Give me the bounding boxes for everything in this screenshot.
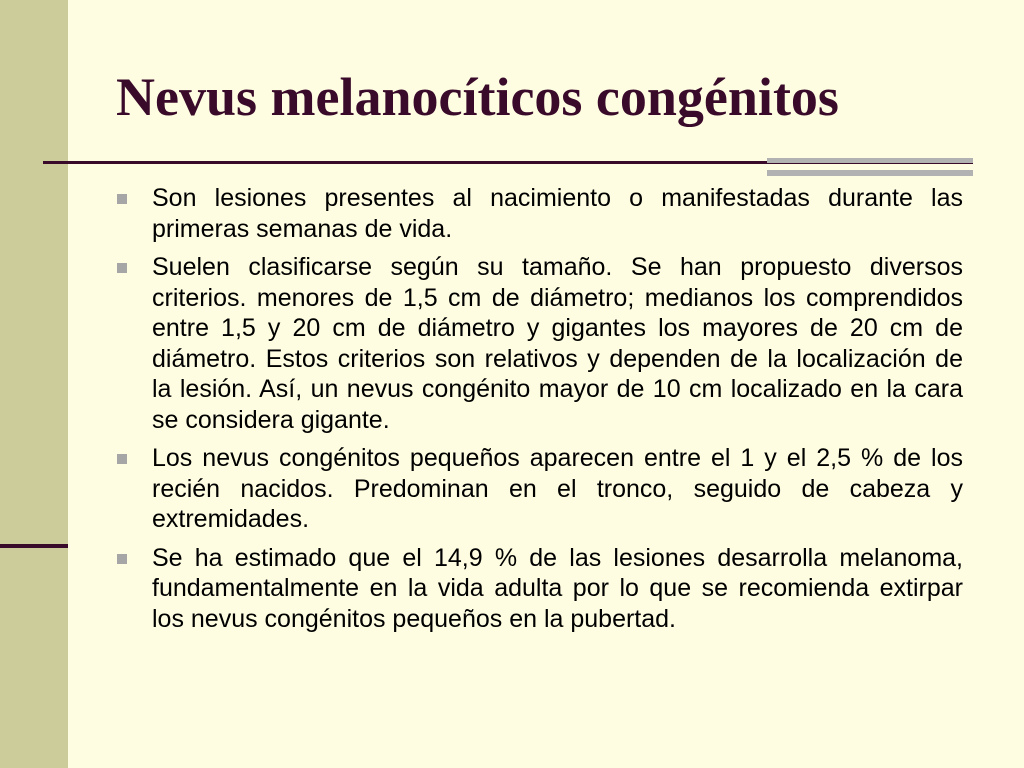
decorative-bar-bottom (767, 170, 973, 176)
decorative-bar-top (767, 158, 973, 163)
bullet-text: Se ha estimado que el 14,9 % de las lesiones desarrolla melanoma, fundamentalmente en la vida adulta por lo que se recomienda extirpar los nevus congénitos pequeños en la pubertad. (152, 543, 963, 633)
side-band (0, 0, 68, 768)
bullet-text: Son lesiones presentes al nacimiento o manifestadas durante las primeras semanas de vida. (152, 184, 963, 243)
bullet-text: Suelen clasificarse según su tamaño. Se han propuesto diversos criterios. menores de 1,5 cm de diámetro; medianos los comprendidos entre 1,5 y 20 cm de diámetro y gigantes los mayores de 20 cm de diámetro. Estos criterios son relativos y dependen de la localización de la lesión. Así, un nevus congénito mayor de 10 cm localizado en la cara se considera gigante. (152, 253, 963, 434)
bullet-square-icon (117, 454, 127, 464)
slide-title: Nevus melanocíticos congénitos (116, 67, 839, 127)
bullet-square-icon (117, 263, 127, 273)
bullet-item (116, 443, 963, 535)
bullet-item (116, 183, 963, 244)
bullet-item (116, 543, 963, 635)
bullet-list (116, 183, 963, 642)
bullet-text: Los nevus congénitos pequeños aparecen entre el 1 y el 2,5 % de los recién nacidos. Predominan en el tronco, seguido de cabeza y extremidades. (152, 444, 963, 533)
bullet-square-icon (117, 194, 127, 204)
bullet-square-icon (117, 554, 127, 564)
side-accent-line (0, 544, 68, 548)
bullet-item (116, 252, 963, 435)
